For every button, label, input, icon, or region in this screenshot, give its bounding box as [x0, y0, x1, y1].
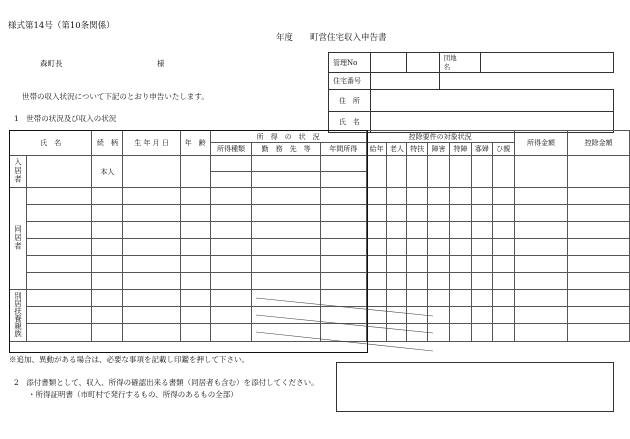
header-name: 氏 名 [10, 131, 92, 156]
header-employer: 勤 務 先 等 [252, 143, 321, 156]
group-separate-label: 別居扶養親族 [13, 292, 23, 337]
header-annual-income: 年間所得 [320, 143, 366, 156]
header-deduction-group: 控除要件の対象状況 [366, 131, 514, 143]
header-income-amount: 所得金額 [514, 131, 568, 156]
deduction-col-6: ひ親 [492, 143, 514, 156]
address-label: 住 所 [329, 90, 371, 112]
header-income-type: 所得種類 [210, 143, 252, 156]
kanri-label: 管理No [329, 53, 371, 73]
deduction-col-3: 障害 [428, 143, 450, 156]
document-title: 年度 町営住宅収入申告書 [276, 33, 387, 43]
deduction-col-2: 特扶 [407, 143, 428, 156]
addressee-mayor: 森町長 [40, 59, 63, 68]
section-2-line-2: ・所得証明書（市町村で発行するもの、所得のあるもの全部） [28, 390, 238, 399]
strike-line [256, 332, 433, 351]
resident-relation-cell: 本人 [92, 156, 123, 188]
deduction-col-5: 寡婦 [471, 143, 492, 156]
note-text: ※追加、異動がある場合は、必要な事項を記載し印鑑を押して下さい。 [9, 355, 249, 364]
header-income-status: 所 得 の 状 況 [210, 131, 366, 143]
form-number: 様式第14号（第10条関係） [8, 21, 115, 31]
jutaku-label: 住宅番号 [329, 73, 371, 90]
deduction-col-1: 老人 [387, 143, 407, 156]
group-cohabitant-label: 同居者 [13, 224, 23, 251]
strike-line [256, 298, 433, 316]
memo-box[interactable] [336, 362, 614, 412]
statement-text: 世帯の収入状況について下記のとおり申告いたします。 [22, 92, 209, 101]
deduction-col-4: 特障 [450, 143, 472, 156]
header-age: 年 齢 [180, 131, 210, 156]
group-resident-label: 入居者 [13, 157, 23, 184]
header-relation: 続 柄 [92, 131, 123, 156]
addressee-sama: 様 [157, 59, 165, 68]
header-deduction-amount: 控除金額 [568, 131, 630, 156]
deduction-col-0: 給年 [366, 143, 387, 156]
name-label: 氏 名 [329, 112, 371, 133]
strike-line [256, 315, 433, 333]
section-1-heading: 1 世帯の状況及び収入の状況 [14, 114, 117, 123]
section-2-line-1: 2 添付書類として、収入、所得の確認出来る書類（同居者も含む）を添付してください。 [14, 378, 319, 387]
danchi-label-text: 団地名 [443, 54, 457, 71]
header-birthdate: 生 年 月 日 [123, 131, 181, 156]
